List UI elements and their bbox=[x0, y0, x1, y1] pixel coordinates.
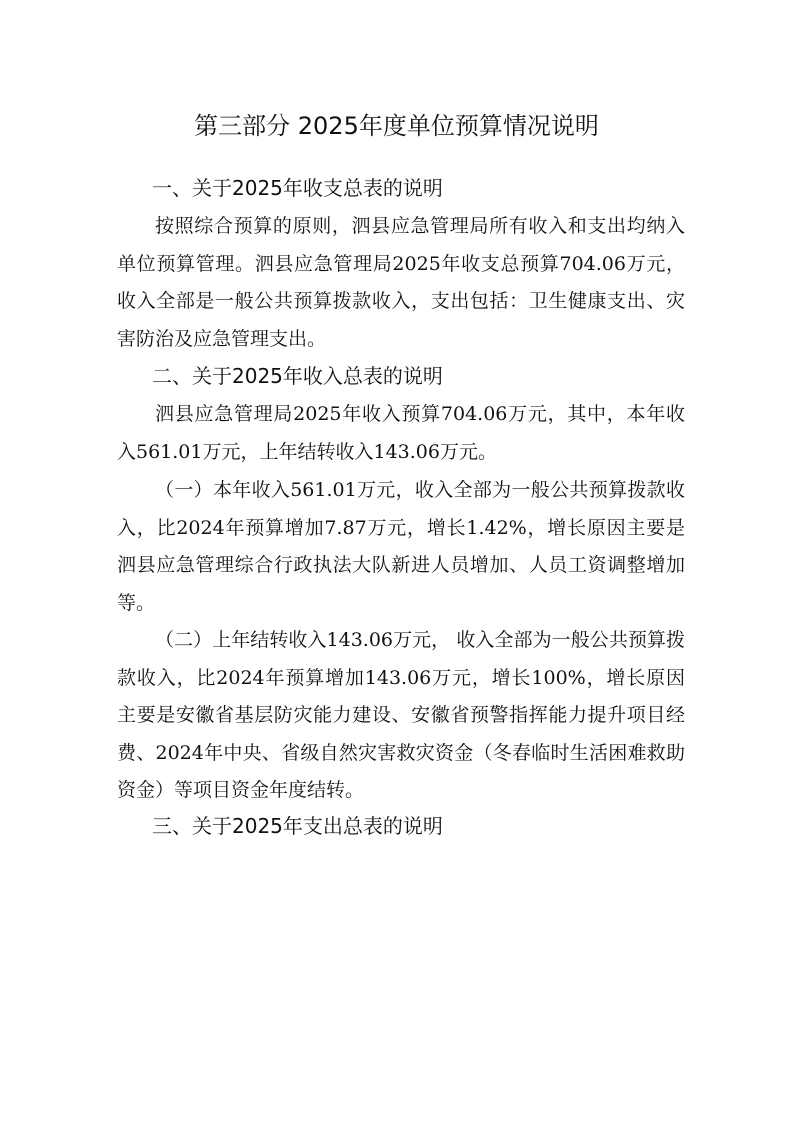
paragraph-1-1: 按照综合预算的原则，泗县应急管理局所有收入和支出均纳入单位预算管理。泗县应急管理局2025年收支总预算704.06万元，收入全部是一般公共预算拨款收入，支出包括：卫生健康支出、灾害防治及应急管理支出。 bbox=[117, 215, 685, 350]
section-heading-2: 二、关于2025年收入总表的说明 bbox=[152, 364, 443, 388]
paragraph-2-2: （一）本年收入561.01万元，收入全部为一般公共预算拨款收入，比2024年预算增加7.87万元，增长1.42%，增长原因主要是泗县应急管理综合行政执法大队新进人员增加、人员工资调整增加等。 bbox=[117, 479, 685, 614]
paragraph-2-1: 泗县应急管理局2025年收入预算704.06万元，其中，本年收入561.01万元，上年结转收入143.06万元。 bbox=[117, 403, 685, 463]
section-heading-1: 一、关于2025年收支总表的说明 bbox=[152, 176, 443, 200]
section-heading-3: 三、关于2025年支出总表的说明 bbox=[152, 814, 443, 838]
paragraph-2-3: （二）上年结转收入143.06万元， 收入全部为一般公共预算拨款收入，比2024年预算增加143.06万元，增长100%，增长原因主要是安徽省基层防灾能力建设、安徽省预警指挥能力提升项目经费、2024年中央、省级自然灾害救灾资金（冬春临时生活困难救助资金）等项目资金年度结转。 bbox=[117, 629, 685, 801]
page-title: 第三部分 2025年度单位预算情况说明 bbox=[194, 112, 599, 140]
